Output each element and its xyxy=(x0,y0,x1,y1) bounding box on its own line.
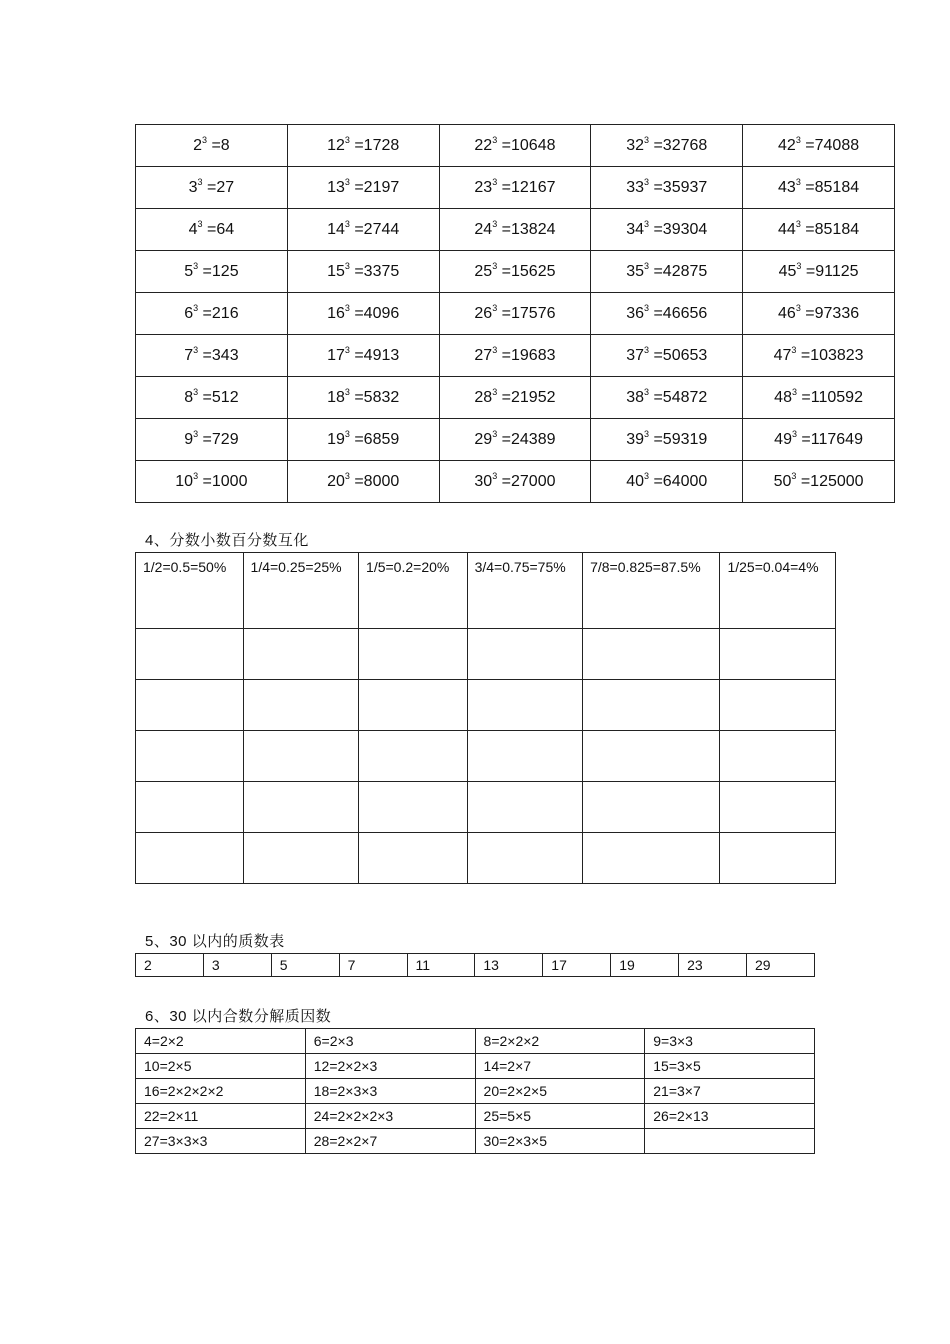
cube-exponent: 3 xyxy=(193,470,199,481)
cube-row xyxy=(136,377,895,419)
cube-base: 29 xyxy=(474,430,493,448)
cube-value: =2744 xyxy=(349,220,400,238)
cube-value: =103823 xyxy=(796,346,864,364)
cube-base: 36 xyxy=(626,304,644,322)
prime-cell: 2 xyxy=(136,954,204,977)
cube-cell xyxy=(591,461,743,503)
fraction-cell: 7/8=0.825=87.5% xyxy=(583,553,720,629)
cube-value: =27 xyxy=(202,178,235,196)
fraction-row xyxy=(136,553,836,629)
composite-cell: 21=3×7 xyxy=(645,1079,815,1104)
fraction-cell xyxy=(467,680,583,731)
cube-exponent: 3 xyxy=(791,428,797,439)
cube-cell xyxy=(136,209,288,251)
cube-cell xyxy=(439,335,591,377)
cube-cell xyxy=(287,335,439,377)
cube-value: =54872 xyxy=(649,388,708,406)
cube-cell xyxy=(743,461,895,503)
cube-exponent: 3 xyxy=(791,344,797,355)
cube-base: 10 xyxy=(175,472,194,490)
prime-table-body xyxy=(136,954,815,977)
cube-exponent: 3 xyxy=(492,134,498,145)
cube-value: =27000 xyxy=(497,472,556,490)
cube-exponent: 3 xyxy=(492,470,498,481)
prime-cell: 23 xyxy=(679,954,747,977)
cube-base: 27 xyxy=(474,346,493,364)
cube-cell xyxy=(439,125,591,167)
composite-cell: 15=3×5 xyxy=(645,1054,815,1079)
composite-row xyxy=(136,1104,815,1129)
cube-cell xyxy=(591,293,743,335)
cube-base: 37 xyxy=(626,346,644,364)
cube-base: 24 xyxy=(474,220,493,238)
cube-cell xyxy=(439,377,591,419)
cube-cell xyxy=(136,377,288,419)
cube-base: 14 xyxy=(327,220,345,238)
cube-value: =4913 xyxy=(349,346,400,364)
fraction-row xyxy=(136,680,836,731)
fraction-cell: 1/25=0.04=4% xyxy=(720,553,836,629)
cube-cell xyxy=(743,167,895,209)
cube-cell xyxy=(743,419,895,461)
cube-row xyxy=(136,461,895,503)
composite-cell: 4=2×2 xyxy=(136,1029,306,1054)
cube-value: =97336 xyxy=(800,304,860,322)
cube-base: 15 xyxy=(327,262,345,280)
prime-cell: 29 xyxy=(747,954,815,977)
prime-cell: 5 xyxy=(271,954,339,977)
fraction-cell xyxy=(467,833,583,884)
cube-base: 8 xyxy=(184,388,194,406)
cube-cell xyxy=(591,125,743,167)
cube-base: 17 xyxy=(327,346,345,364)
fraction-heading: 4、分数小数百分数互化 xyxy=(145,532,309,549)
cube-exponent: 3 xyxy=(344,260,350,271)
cube-cell xyxy=(439,251,591,293)
cube-value: =1728 xyxy=(349,136,400,154)
cube-exponent: 3 xyxy=(795,134,801,145)
cube-value: =42875 xyxy=(649,262,708,280)
composite-row xyxy=(136,1079,815,1104)
cube-exponent: 3 xyxy=(644,260,650,271)
cube-base: 43 xyxy=(778,178,796,196)
cube-cell xyxy=(287,125,439,167)
composite-cell: 9=3×3 xyxy=(645,1029,815,1054)
cube-exponent: 3 xyxy=(193,428,199,439)
cube-value: =1000 xyxy=(198,472,248,490)
fraction-cell xyxy=(136,833,244,884)
composite-cell: 28=2×2×7 xyxy=(305,1129,475,1154)
composite-row xyxy=(136,1129,815,1154)
composite-cell: 14=2×7 xyxy=(475,1054,645,1079)
cube-cell xyxy=(591,209,743,251)
fraction-cell xyxy=(467,731,583,782)
cube-cell xyxy=(136,167,288,209)
cube-cell xyxy=(136,251,288,293)
fraction-cell xyxy=(720,782,836,833)
cube-cell xyxy=(136,125,288,167)
cube-value: =17576 xyxy=(497,304,556,322)
cube-base: 50 xyxy=(773,472,792,490)
fraction-cell xyxy=(243,629,359,680)
cube-exponent: 3 xyxy=(795,176,801,187)
cube-cell xyxy=(287,419,439,461)
fraction-cell xyxy=(243,680,359,731)
cube-cell xyxy=(439,461,591,503)
cube-exponent: 3 xyxy=(791,470,797,481)
cube-value: =12167 xyxy=(497,178,556,196)
cube-value: =110592 xyxy=(796,388,863,406)
composite-cell: 27=3×3×3 xyxy=(136,1129,306,1154)
cube-base: 40 xyxy=(626,472,644,490)
cube-value: =4096 xyxy=(349,304,400,322)
cube-base: 3 xyxy=(188,178,198,196)
composite-cell: 12=2×2×3 xyxy=(305,1054,475,1079)
composite-row xyxy=(136,1054,815,1079)
cube-value: =512 xyxy=(198,388,239,406)
cube-exponent: 3 xyxy=(344,218,350,229)
fraction-table xyxy=(135,552,836,884)
cube-value: =8 xyxy=(207,136,230,154)
cube-cell xyxy=(287,251,439,293)
fraction-cell xyxy=(720,833,836,884)
cube-base: 6 xyxy=(184,304,194,322)
cube-base: 28 xyxy=(474,388,493,406)
composite-cell: 20=2×2×5 xyxy=(475,1079,645,1104)
cube-cell xyxy=(287,209,439,251)
cube-exponent: 3 xyxy=(193,260,199,271)
fraction-table-body xyxy=(136,553,836,884)
cube-exponent: 3 xyxy=(197,218,203,229)
cube-value: =50653 xyxy=(649,346,708,364)
cube-base: 45 xyxy=(778,262,797,280)
cube-value: =13824 xyxy=(497,220,556,238)
cube-row xyxy=(136,125,895,167)
cube-exponent: 3 xyxy=(492,428,498,439)
composite-cell: 10=2×5 xyxy=(136,1054,306,1079)
cube-base: 34 xyxy=(626,220,644,238)
cube-value: =8000 xyxy=(349,472,400,490)
cube-cell xyxy=(743,209,895,251)
cube-value: =15625 xyxy=(497,262,556,280)
cube-exponent: 3 xyxy=(193,386,199,397)
cube-cell xyxy=(591,419,743,461)
fraction-row xyxy=(136,833,836,884)
fraction-row xyxy=(136,782,836,833)
fraction-cell xyxy=(136,782,244,833)
cube-base: 9 xyxy=(184,430,194,448)
cube-base: 13 xyxy=(327,178,345,196)
cube-exponent: 3 xyxy=(644,134,650,145)
cube-exponent: 3 xyxy=(644,386,650,397)
prime-cell: 17 xyxy=(543,954,611,977)
cube-table-body xyxy=(136,125,895,503)
prime-table xyxy=(135,953,815,977)
fraction-cell xyxy=(467,629,583,680)
cube-base: 39 xyxy=(626,430,644,448)
composite-cell: 30=2×3×5 xyxy=(475,1129,645,1154)
cube-cell xyxy=(136,461,288,503)
cube-base: 35 xyxy=(626,262,644,280)
fraction-cell xyxy=(243,731,359,782)
cube-exponent: 3 xyxy=(492,260,498,271)
cube-cell xyxy=(439,167,591,209)
cube-value: =64 xyxy=(202,220,235,238)
cube-row xyxy=(136,419,895,461)
fraction-cell xyxy=(359,629,468,680)
cube-exponent: 3 xyxy=(492,386,498,397)
fraction-cell: 3/4=0.75=75% xyxy=(467,553,583,629)
fraction-cell xyxy=(583,731,720,782)
cube-row xyxy=(136,293,895,335)
composite-cell: 8=2×2×2 xyxy=(475,1029,645,1054)
cube-base: 46 xyxy=(778,304,796,322)
composite-table xyxy=(135,1028,815,1154)
fraction-cell xyxy=(136,680,244,731)
cube-base: 26 xyxy=(474,304,493,322)
cube-base: 33 xyxy=(626,178,644,196)
cube-exponent: 3 xyxy=(344,176,350,187)
fraction-cell xyxy=(720,731,836,782)
fraction-cell xyxy=(583,680,720,731)
cube-cell xyxy=(743,335,895,377)
cube-value: =24389 xyxy=(497,430,556,448)
cube-exponent: 3 xyxy=(644,302,650,313)
fraction-cell xyxy=(136,629,244,680)
fraction-cell xyxy=(720,629,836,680)
prime-cell: 13 xyxy=(475,954,543,977)
cube-value: =21952 xyxy=(497,388,556,406)
cube-exponent: 3 xyxy=(344,386,350,397)
fraction-cell: 1/2=0.5=50% xyxy=(136,553,244,629)
composite-cell: 25=5×5 xyxy=(475,1104,645,1129)
cube-value: =10648 xyxy=(497,136,556,154)
cube-cell xyxy=(287,461,439,503)
cube-value: =35937 xyxy=(649,178,708,196)
cube-exponent: 3 xyxy=(791,386,797,397)
cube-value: =85184 xyxy=(800,178,860,196)
cube-value: =6859 xyxy=(349,430,400,448)
cube-exponent: 3 xyxy=(644,176,650,187)
fraction-row xyxy=(136,629,836,680)
cube-cell xyxy=(743,251,895,293)
composite-cell: 6=2×3 xyxy=(305,1029,475,1054)
prime-cell: 19 xyxy=(611,954,679,977)
cube-base: 22 xyxy=(474,136,493,154)
cube-value: =59319 xyxy=(649,430,708,448)
prime-cell: 11 xyxy=(407,954,475,977)
cube-cell xyxy=(591,377,743,419)
composite-cell: 22=2×11 xyxy=(136,1104,306,1129)
cube-base: 38 xyxy=(626,388,644,406)
cube-value: =85184 xyxy=(800,220,860,238)
fraction-cell xyxy=(243,782,359,833)
composite-cell: 24=2×2×2×3 xyxy=(305,1104,475,1129)
cube-value: =74088 xyxy=(800,136,860,154)
cube-cell xyxy=(743,377,895,419)
cube-base: 5 xyxy=(184,262,194,280)
cube-cell xyxy=(136,419,288,461)
cube-cell xyxy=(439,209,591,251)
cube-cell xyxy=(136,335,288,377)
fraction-row xyxy=(136,731,836,782)
cube-base: 25 xyxy=(474,262,493,280)
cube-exponent: 3 xyxy=(344,134,350,145)
cube-cell xyxy=(591,167,743,209)
cube-cell xyxy=(287,293,439,335)
cube-base: 12 xyxy=(327,136,345,154)
cube-exponent: 3 xyxy=(201,134,207,145)
fraction-cell: 1/4=0.25=25% xyxy=(243,553,359,629)
cube-base: 23 xyxy=(474,178,493,196)
cube-exponent: 3 xyxy=(344,470,350,481)
cube-value: =5832 xyxy=(349,388,400,406)
prime-cell: 3 xyxy=(203,954,271,977)
cube-base: 42 xyxy=(778,136,796,154)
cube-row xyxy=(136,251,895,293)
cube-base: 32 xyxy=(626,136,644,154)
cube-cell xyxy=(743,293,895,335)
cube-base: 30 xyxy=(474,472,493,490)
fraction-cell xyxy=(720,680,836,731)
composite-cell xyxy=(645,1129,815,1154)
cube-row xyxy=(136,335,895,377)
cube-row xyxy=(136,209,895,251)
cube-cell xyxy=(287,167,439,209)
cube-cell xyxy=(591,335,743,377)
cube-base: 47 xyxy=(773,346,792,364)
cube-exponent: 3 xyxy=(796,260,802,271)
cube-value: =216 xyxy=(198,304,239,322)
cube-base: 2 xyxy=(193,136,202,154)
cube-value: =2197 xyxy=(349,178,400,196)
cube-exponent: 3 xyxy=(344,344,350,355)
cube-exponent: 3 xyxy=(644,470,650,481)
cube-exponent: 3 xyxy=(344,428,350,439)
composite-cell: 18=2×3×3 xyxy=(305,1079,475,1104)
composite-row xyxy=(136,1029,815,1054)
cube-table xyxy=(135,124,895,503)
cube-exponent: 3 xyxy=(492,302,498,313)
cube-exponent: 3 xyxy=(492,218,498,229)
cube-exponent: 3 xyxy=(193,302,199,313)
prime-cell: 7 xyxy=(339,954,407,977)
cube-exponent: 3 xyxy=(644,218,650,229)
cube-base: 7 xyxy=(184,346,194,364)
cube-value: =125 xyxy=(198,262,239,280)
composite-cell: 16=2×2×2×2 xyxy=(136,1079,306,1104)
cube-row xyxy=(136,167,895,209)
cube-cell xyxy=(439,293,591,335)
cube-base: 19 xyxy=(327,430,345,448)
cube-base: 49 xyxy=(774,430,792,448)
fraction-cell xyxy=(583,833,720,884)
cube-exponent: 3 xyxy=(344,302,350,313)
fraction-cell xyxy=(243,833,359,884)
cube-exponent: 3 xyxy=(197,176,203,187)
cube-cell xyxy=(591,251,743,293)
fraction-cell xyxy=(359,731,468,782)
fraction-cell xyxy=(359,680,468,731)
prime-heading: 5、30 以内的质数表 xyxy=(145,933,285,950)
cube-value: =64000 xyxy=(649,472,708,490)
cube-base: 20 xyxy=(327,472,345,490)
cube-base: 18 xyxy=(327,388,345,406)
cube-cell xyxy=(439,419,591,461)
cube-exponent: 3 xyxy=(795,218,801,229)
composite-table-body xyxy=(136,1029,815,1154)
cube-exponent: 3 xyxy=(644,344,650,355)
cube-base: 16 xyxy=(327,304,345,322)
prime-row xyxy=(136,954,815,977)
cube-exponent: 3 xyxy=(492,344,498,355)
fraction-cell xyxy=(583,782,720,833)
cube-value: =46656 xyxy=(649,304,708,322)
cube-base: 44 xyxy=(778,220,796,238)
composite-heading: 6、30 以内合数分解质因数 xyxy=(145,1008,332,1025)
cube-value: =117649 xyxy=(796,430,863,448)
cube-value: =125000 xyxy=(796,472,864,490)
cube-exponent: 3 xyxy=(644,428,650,439)
cube-value: =729 xyxy=(198,430,239,448)
cube-exponent: 3 xyxy=(193,344,199,355)
cube-value: =39304 xyxy=(649,220,708,238)
composite-cell: 26=2×13 xyxy=(645,1104,815,1129)
cube-value: =3375 xyxy=(349,262,400,280)
cube-base: 48 xyxy=(774,388,792,406)
cube-exponent: 3 xyxy=(492,176,498,187)
cube-cell xyxy=(743,125,895,167)
cube-cell xyxy=(287,377,439,419)
cube-value: =19683 xyxy=(497,346,556,364)
fraction-cell xyxy=(467,782,583,833)
fraction-cell xyxy=(359,782,468,833)
cube-value: =343 xyxy=(198,346,239,364)
cube-value: =91125 xyxy=(801,262,859,280)
fraction-cell: 1/5=0.2=20% xyxy=(359,553,468,629)
fraction-cell xyxy=(359,833,468,884)
fraction-cell xyxy=(583,629,720,680)
cube-base: 4 xyxy=(188,220,198,238)
cube-exponent: 3 xyxy=(795,302,801,313)
cube-cell xyxy=(136,293,288,335)
cube-value: =32768 xyxy=(649,136,708,154)
fraction-cell xyxy=(136,731,244,782)
